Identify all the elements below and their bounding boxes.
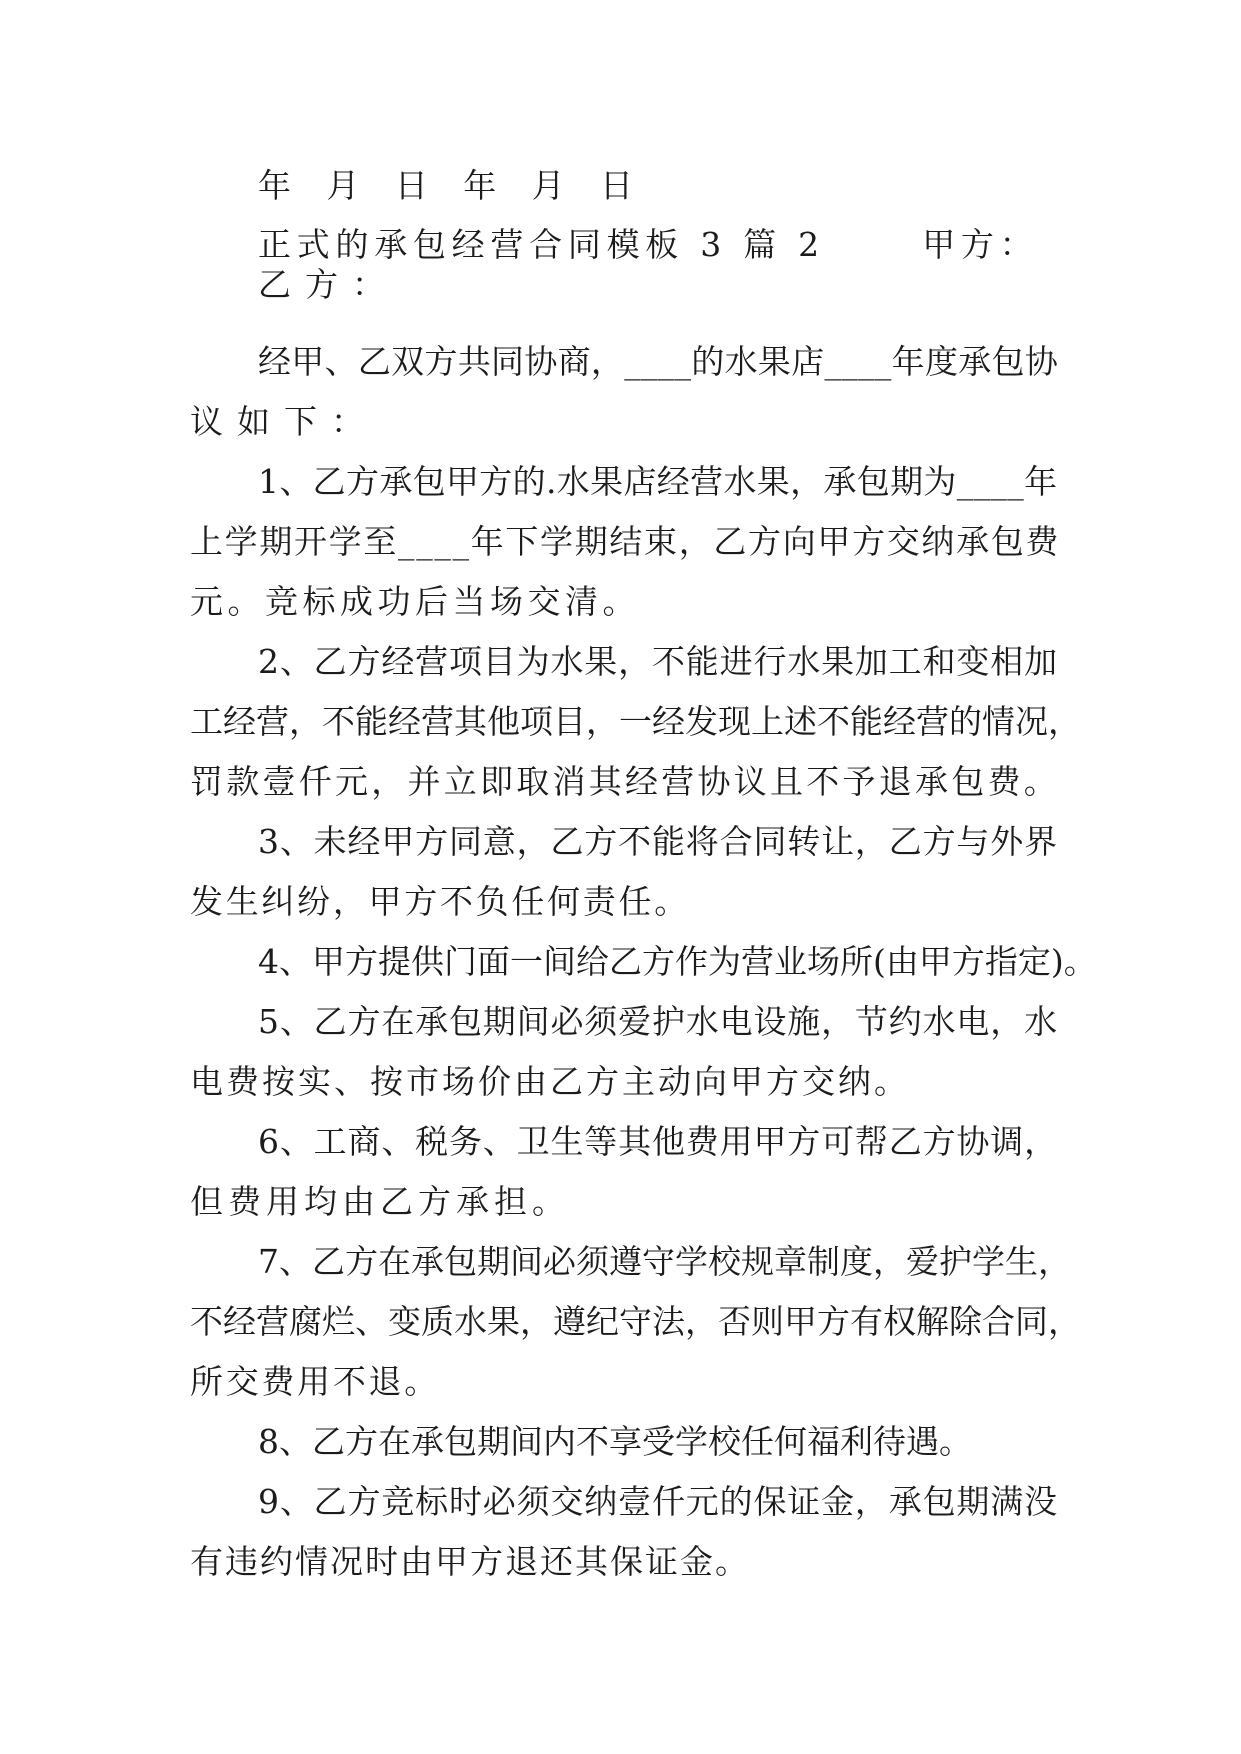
text-line: 2、乙方经营项目为水果，不能进行水果加工和变相加 <box>258 642 1058 681</box>
text-line: 工经营，不能经营其他项目，一经发现上述不能经营的情况， <box>190 702 1081 741</box>
text-line: 元。竞标成功后当场交清。 <box>190 582 640 621</box>
text-line: 6、工商、税务、卫生等其他费用甲方可帮乙方协调， <box>258 1122 1058 1161</box>
text-line: 发生纠纷，甲方不负任何责任。 <box>190 882 690 921</box>
text-line: 9、乙方竞标时必须交纳壹仟元的保证金，承包期满没 <box>258 1482 1058 1521</box>
document-title-line: 正式的承包经营合同模板 3 篇 2 甲方： <box>258 225 1039 264</box>
text-line: 有违约情况时由甲方退还其保证金。 <box>190 1542 750 1581</box>
text-line: 上学期开学至____年下学期结束，乙方向甲方交纳承包费 <box>190 522 1061 561</box>
text-line: 电费按实、按市场价由乙方主动向甲方交纳。 <box>190 1062 910 1101</box>
text-line: 不经营腐烂、变质水果，遵纪守法，否则甲方有权解除合同， <box>190 1302 1081 1341</box>
text-line: 但费用均由乙方承担。 <box>190 1182 570 1221</box>
text-line: 乙方： <box>258 265 399 304</box>
text-line: 7、乙方在承包期间必须遵守学校规章制度，爱护学生， <box>258 1242 1071 1281</box>
text-line: 议如下： <box>190 402 378 441</box>
text-line: 4、甲方提供门面一间给乙方作为营业场所(由甲方指定)。 <box>258 942 1097 981</box>
text-line: 经甲、乙双方共同协商，____的水果店____年度承包协 <box>258 342 1059 381</box>
text-line: 1、乙方承包甲方的.水果店经营水果，承包期为____年 <box>258 462 1058 501</box>
text-line: 5、乙方在承包期间必须爱护水电设施，节约水电，水 <box>258 1002 1058 1041</box>
text-line: 8、乙方在承包期间内不享受学校任何福利待遇。 <box>258 1422 972 1461</box>
text-line: 3、未经甲方同意，乙方不能将合同转让，乙方与外界 <box>258 822 1058 861</box>
text-line: 所交费用不退。 <box>190 1362 440 1401</box>
text-line: 罚款壹仟元，并立即取消其经营协议且不予退承包费。 <box>190 762 1060 801</box>
text-line: 年 月 日 年 月 日 <box>258 166 638 205</box>
